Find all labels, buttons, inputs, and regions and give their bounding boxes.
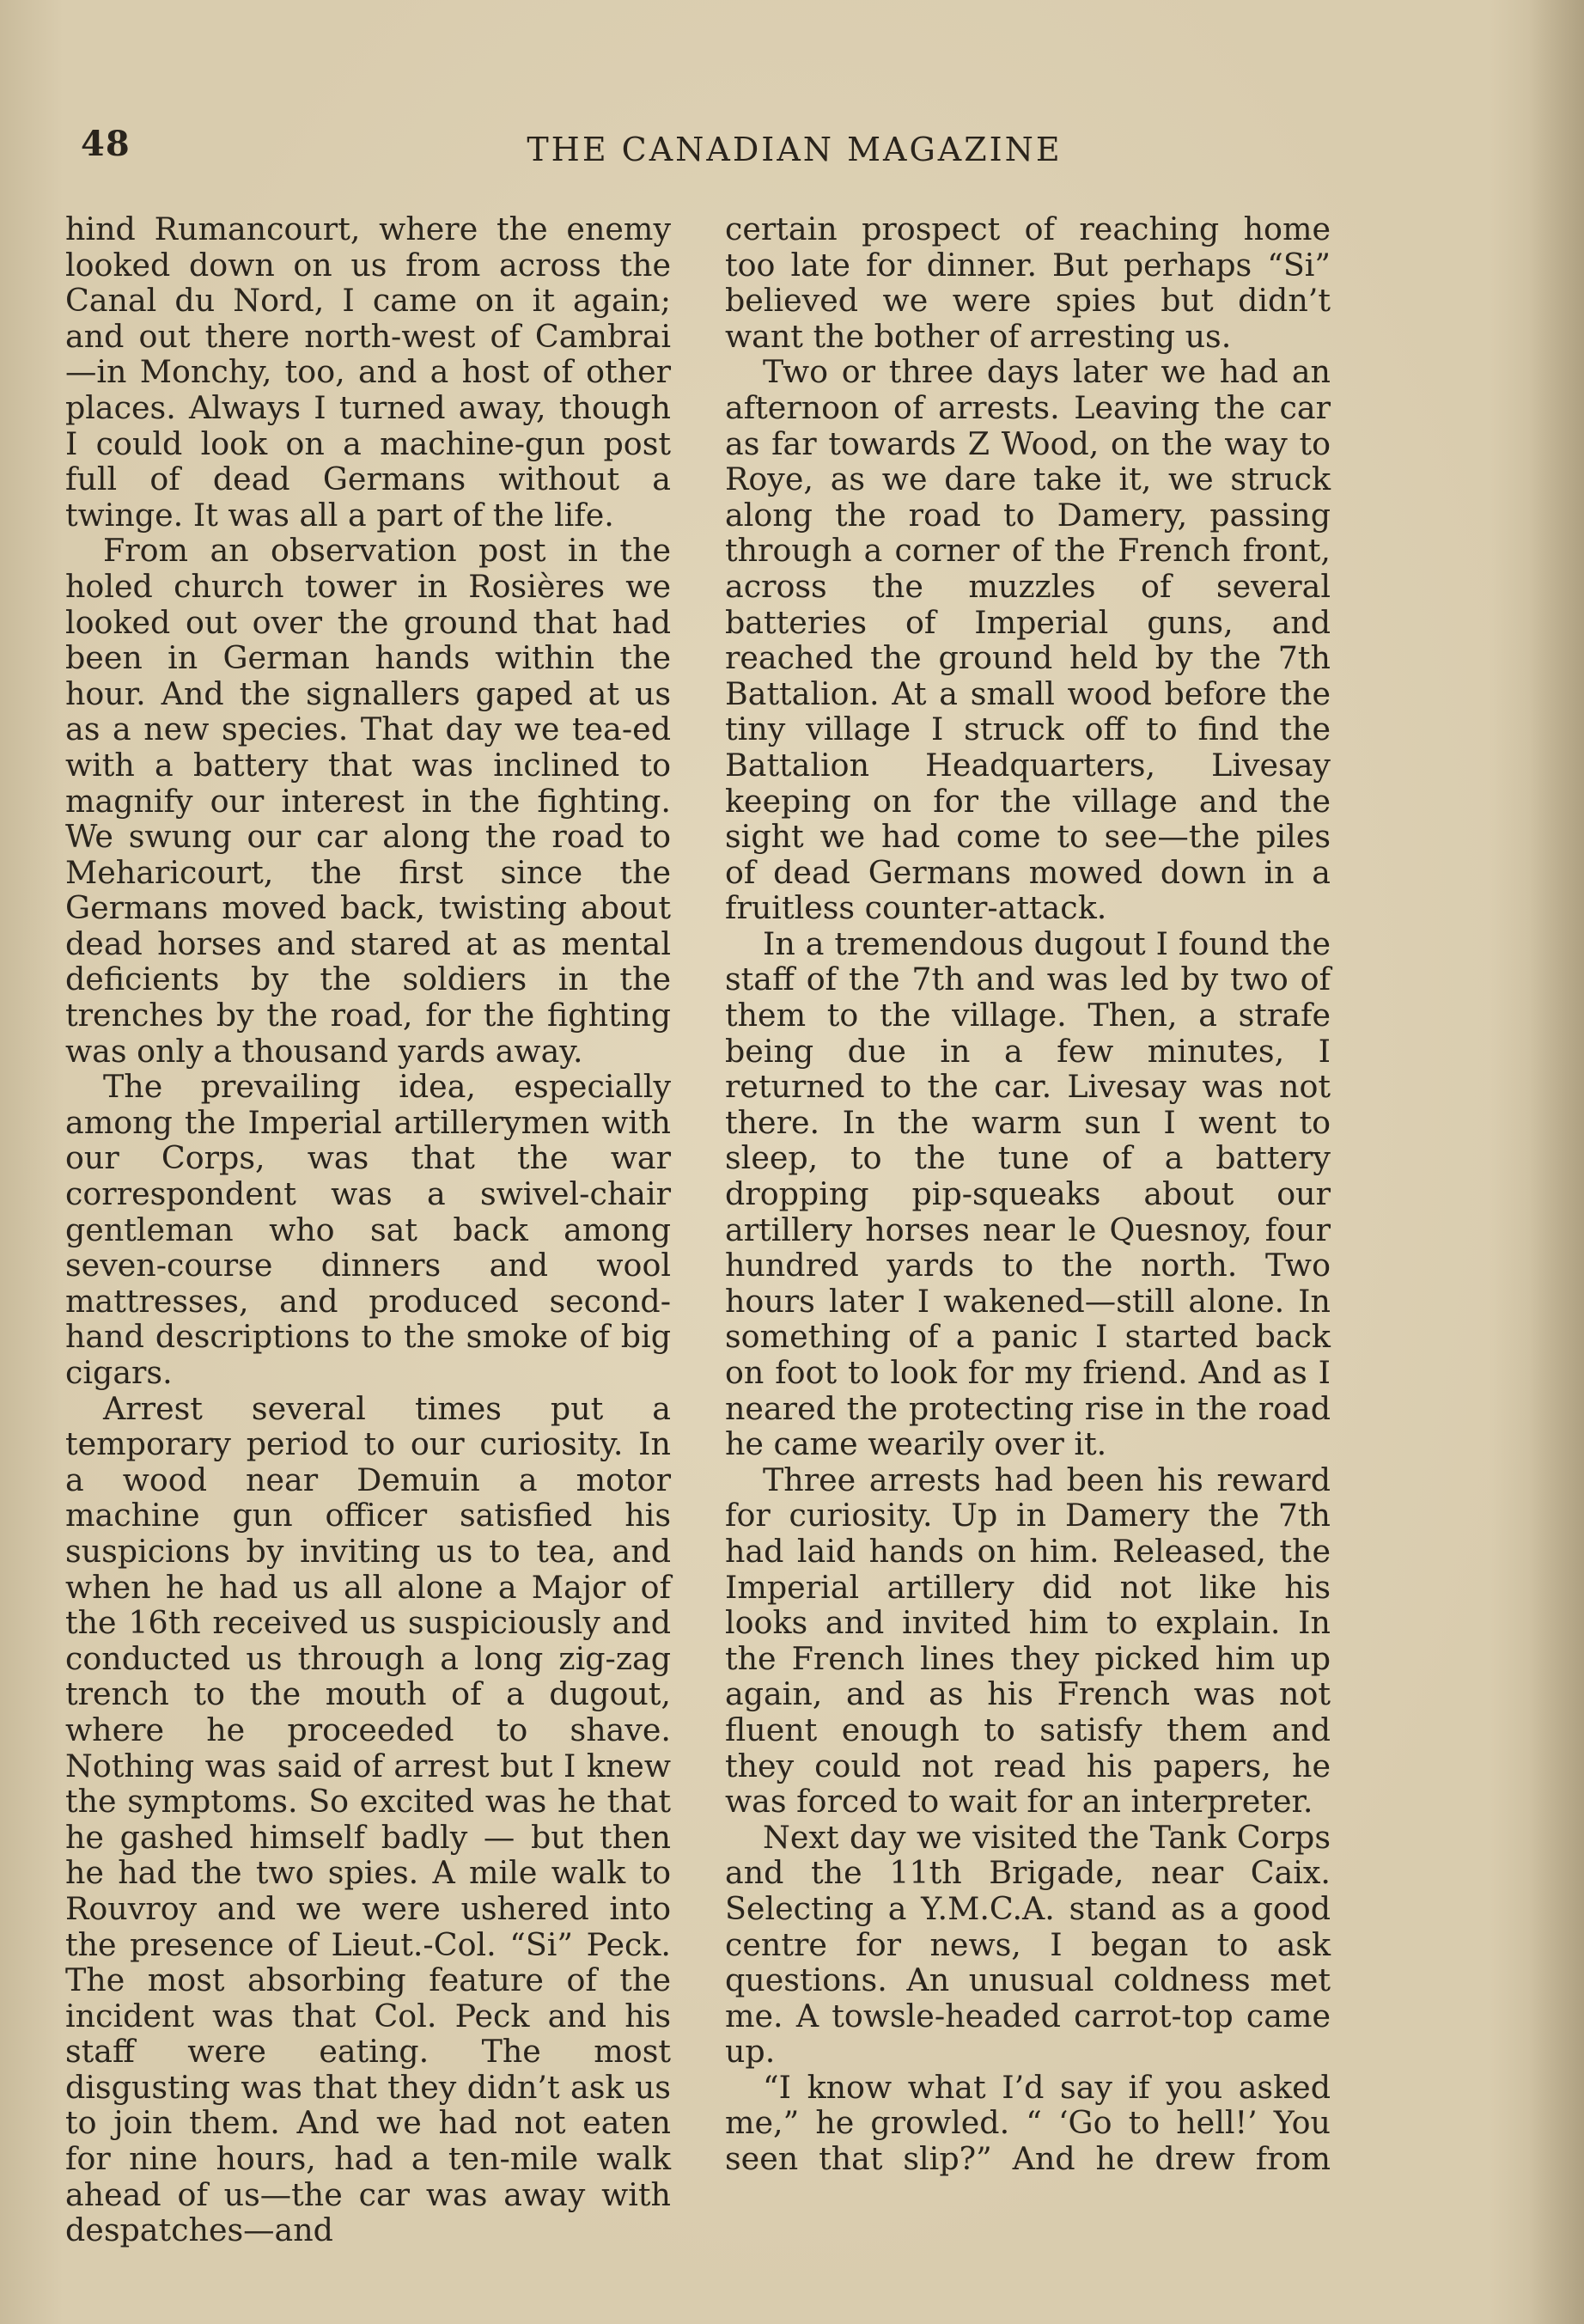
left-paragraph-4: Arrest several times put a temporary period to our curiosity. In a wood near Demuin a motor machine gun officer satisfied his suspicions by inviting us to tea, and when he had us all alone a Major of the 16th received us suspiciously and conducted us through a long zig-zag trench to the mouth of a dugout, where he proceeded to shave. Nothing was said of arrest but I knew the symptoms. So excited was he that he gashed himself badly — but then he had the two spies. A mile walk to Rouvroy and we were ushered into the presence of Lieut.-Col. “Si” Peck. The most absorbing feature of the incident was that Col. Peck and his staff were eating. The most disgusting was that they didn’t ask us to join them. And we had not eaten for nine hours, had a ten-mile walk ahead of us—the car was away with despatches—and (65, 1389, 671, 2249)
right-paragraph-1: certain prospect of reaching home too late for dinner. But perhaps “Si” believed we were spies but didn’t want the bother of arresting us. (725, 210, 1331, 355)
left-column (65, 211, 671, 2248)
right-paragraph-2: Two or three days later we had an afternoon of arrests. Leaving the car as far towards Z Wood, on the way to Roye, as we dare take it, we struck along the road to Damery, passing through a corner of the French front, across the muzzles of several batteries of Imperial guns, and reached the ground held by the 7th Battalion. At a small wood before the tiny village I struck off to find the Battalion Headquarters, Livesay keeping on for the village and the sight we had come to see—the piles of dead Germans mowed down in a fruitless counter-attack. (725, 353, 1331, 927)
right-column (725, 211, 1331, 2177)
right-paragraph-3: In a tremendous dugout I found the staff of the 7th and was led by two of them to the village. Then, a strafe being due in a few minutes, I returned to the car. Livesay was not there. In the warm sun I went to sleep, to the tune of a battery dropping pip-squeaks about our artillery horses near le Quesnoy, four hundred yards to the north. Two hours later I wakened—still alone. In something of a panic I started back on foot to look for my friend. And as I neared the protecting rise in the road he came wearily over it. (725, 924, 1331, 1463)
running-head: THE CANADIAN MAGAZINE (527, 131, 1063, 168)
page-edge-shadow (1529, 0, 1584, 2324)
page-number: 48 (81, 124, 131, 164)
right-paragraph-6: “I know what I’d say if you asked me,” he growled. “ ‘Go to hell!’ You seen that slip?” And he drew from (725, 2068, 1331, 2178)
right-paragraph-4: Three arrests had been his reward for curiosity. Up in Damery the 7th had laid hands on him. Released, the Imperial artillery did not like his looks and invited him to explain. In the French lines they picked him up again, and as his French was not fluent enough to satisfy them and they could not read his papers, he was forced to wait for an interpreter. (725, 1461, 1331, 1821)
left-paragraph-2: From an observation post in the holed church tower in Rosières we looked out over the ground that had been in German hands within the hour. And the signallers gaped at us as a new species. That day we tea-ed with a battery that was inclined to magnify our interest in the fighting. We swung our car along the road to Meharicourt, the first since the Germans moved back, twisting about dead horses and stared at as mental deficients by the soldiers in the trenches by the road, for the fighting was only a thousand yards away. (65, 532, 671, 1070)
right-paragraph-5: Next day we visited the Tank Corps and the 11th Brigade, near Caix. Selecting a Y.M.C.A. stand as a good centre for news, I began to ask questions. An unusual coldness met me. A towsle-headed carrot-top came up. (725, 1818, 1331, 2071)
left-paragraph-1: hind Rumancourt, where the enemy looked down on us from across the Canal du Nord, I came on it again; and out there north-west of Cambrai —in Monchy, too, and a host of other places. Always I turned away, though I could look on a machine-gun post full of dead Germans without a twinge. It was all a part of the life. (65, 210, 671, 534)
left-paragraph-3: The prevailing idea, especially among the Imperial artillerymen with our Corps, was that the war correspondent was a swivel-chair gentleman who sat back among seven-course dinners and wool mattresses, and produced second-hand descriptions to the smoke of big cigars. (65, 1068, 671, 1391)
